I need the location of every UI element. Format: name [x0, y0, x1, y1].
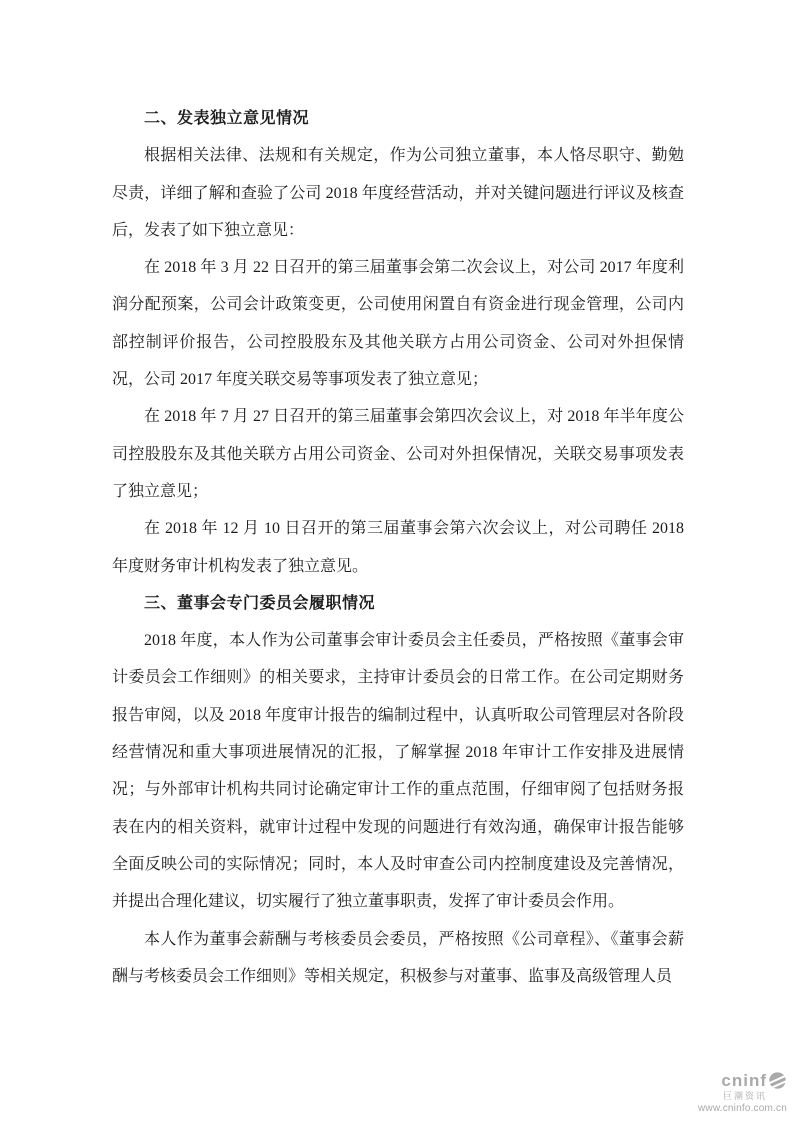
paragraph-opinion-basis: 根据相关法律、法规和有关规定，作为公司独立董事，本人恪尽职守、勤勉尽责，详细了解和查验了公司 2018 年度经营活动，并对关键问题进行评议及核查后，发表了如下独立意见：	[112, 147, 684, 239]
cninfo-chinese-name: 巨潮资讯	[722, 1091, 767, 1101]
paragraph-remuneration-committee: 本人作为董事会薪酬与考核委员会委员，严格按照《公司章程》、《董事会薪酬与考核委员会工作细则》等相关规定，积极参与对董事、监事及高级管理人员	[112, 930, 684, 985]
cninfo-url: www.cninfo.com.cn	[698, 1103, 787, 1114]
paragraph-meeting-december: 在 2018 年 12 月 10 日召开的第三届董事会第六次会议上，对公司聘任 2018 年度财务审计机构发表了独立意见。	[112, 520, 684, 575]
section-heading-committee-duties: 三、董事会专门委员会履职情况	[144, 594, 376, 612]
section-heading-independent-opinions: 二、发表独立意见情况	[144, 110, 310, 127]
cninfo-watermark	[677, 1071, 787, 1114]
cninfo-logo-text: cninf	[721, 1071, 767, 1090]
page-content	[112, 100, 684, 995]
paragraph-meeting-march: 在 2018 年 3 月 22 日召开的第三届董事会第二次会议上，对公司 2017 年度利润分配预案，公司会计政策变更，公司使用闲置自有资金进行现金管理，公司内部控制评价报告，公司控股股东及其他关联方占用公司资金、公司对外担保情况，公司 2017 年度关联交易等事项发表了独立意见；	[112, 259, 684, 389]
cninfo-globe-icon	[768, 1071, 787, 1090]
cninfo-logo-row	[677, 1071, 787, 1090]
paragraph-meeting-july: 在 2018 年 7 月 27 日召开的第三届董事会第四次会议上，对 2018 年半年度公司控股股东及其他关联方占用公司资金、公司对外担保情况，关联交易事项发表了独立意见；	[112, 408, 684, 500]
paragraph-audit-committee: 2018 年度，本人作为公司董事会审计委员会主任委员，严格按照《董事会审计委员会工作细则》的相关要求，主持审计委员会的日常工作。在公司定期财务报告审阅，以及 2018 年度审计报告的编制过程中，认真听取公司管理层对各阶段经营情况和重大事项进展情况的汇报，了解掌握 2018 年审计工作安排及进展情况；与外部审计机构共同讨论确定审计工作的重点范围，仔细审阅了包括财务报表在内的相关资料，就审计过程中发现的问题进行有效沟通，确保审计报告能够全面反映公司的实际情况；同时，本人及时审查公司内控制度建设及完善情况，并提出合理化建议，切实履行了独立董事职责，发挥了审计委员会作用。	[112, 632, 684, 911]
